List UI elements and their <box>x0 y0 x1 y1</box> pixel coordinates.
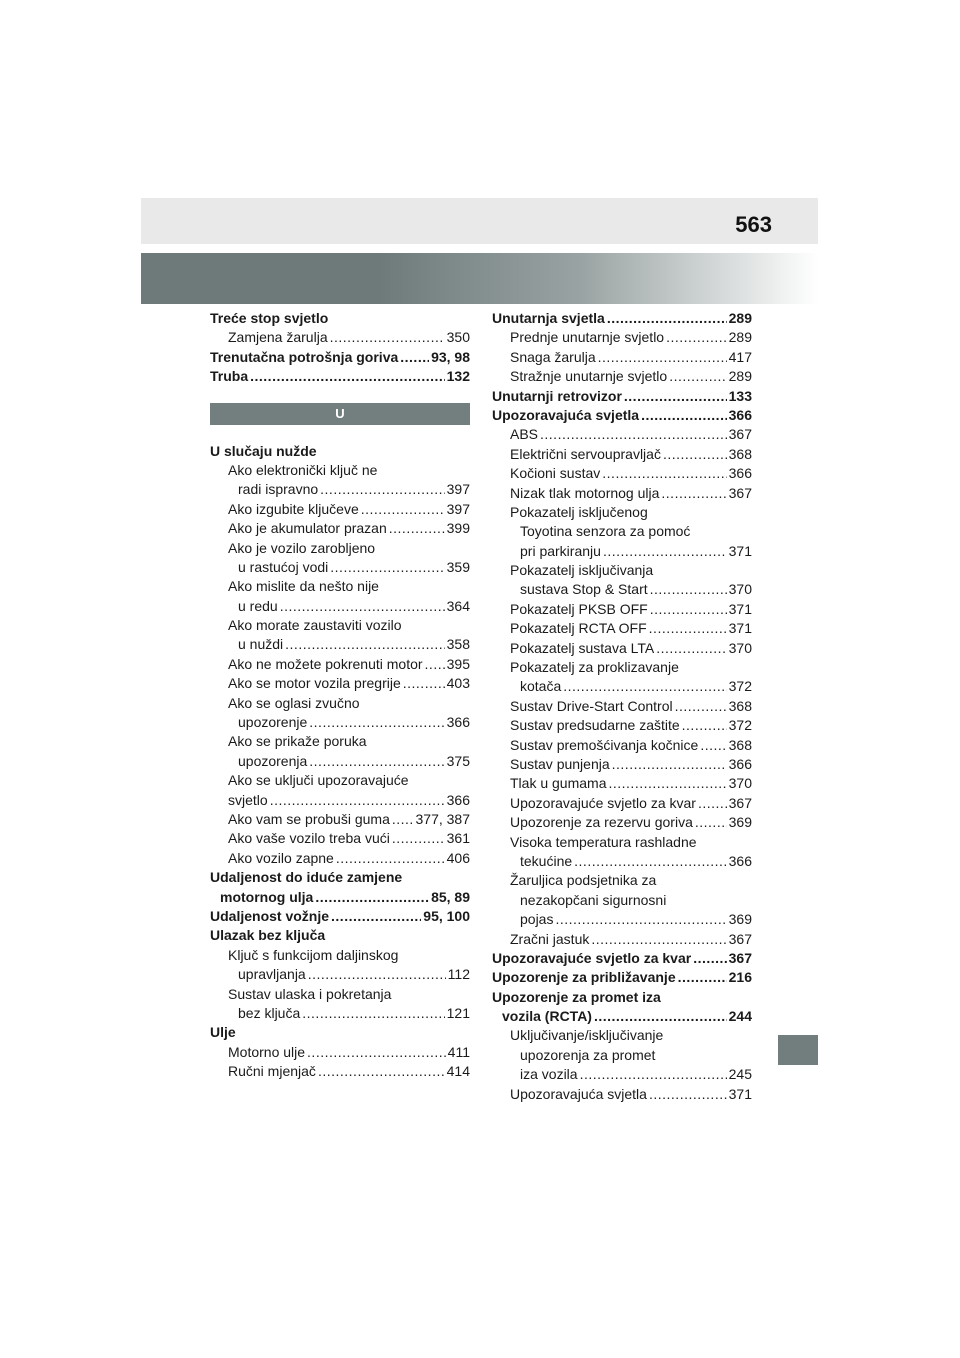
index-entry <box>492 445 752 464</box>
index-entry-term: Žaruljica podsjetnika za <box>510 872 657 889</box>
index-entry <box>492 484 752 503</box>
index-entry-term: Ulazak bez ključa <box>210 927 326 944</box>
index-entry <box>492 522 752 541</box>
index-entry <box>210 965 470 984</box>
index-leader-dots <box>392 810 414 829</box>
index-leader-dots <box>280 597 445 616</box>
index-entry-page: 366 <box>446 791 470 808</box>
index-entry-page: 358 <box>446 636 470 653</box>
index-letter-heading: U <box>210 403 470 425</box>
index-entry <box>492 367 752 386</box>
index-entry <box>492 1026 752 1045</box>
index-entry <box>492 833 752 852</box>
index-entry-term: motornog ulja <box>220 888 314 905</box>
index-entry <box>210 732 470 751</box>
index-entry-page: 366 <box>446 714 470 731</box>
index-entry-term: svjetlo <box>228 791 268 808</box>
index-entry-term: upozorenje <box>238 714 308 731</box>
page-number: 563 <box>735 212 772 237</box>
index-entry <box>210 810 470 829</box>
index-leader-dots <box>669 367 726 386</box>
index-entry <box>492 910 752 929</box>
index-entry-page: 368 <box>728 697 752 714</box>
index-leader-dots <box>540 425 727 444</box>
index-entry-term: Sustav Drive-Start Control <box>510 697 673 714</box>
index-entry-term: Ako je vozilo zarobljeno <box>228 539 376 556</box>
index-entry <box>210 868 470 887</box>
index-leader-dots <box>425 655 445 674</box>
index-entry-page: 414 <box>446 1063 470 1080</box>
index-entry <box>492 930 752 949</box>
index-entry-term: Ako je akumulator prazan <box>228 520 387 537</box>
index-leader-dots <box>666 328 727 347</box>
index-entry-term: Unutarnja svjetla <box>492 310 605 326</box>
index-entry-page: 95, 100 <box>423 907 470 924</box>
index-leader-dots <box>330 328 445 347</box>
index-entry-term: Upozoravajuća svjetla <box>492 406 640 423</box>
index-entry-page: 132 <box>446 368 470 385</box>
index-entry-term: Pokazatelj za proklizavanje <box>510 659 679 676</box>
index-entry <box>492 871 752 890</box>
index-entry <box>492 988 752 1007</box>
index-leader-dots <box>315 888 429 907</box>
index-entry-term: Pokazatelj PKSB OFF <box>510 600 648 617</box>
index-entry <box>492 697 752 716</box>
index-leader-dots <box>285 635 444 654</box>
index-entry <box>210 616 470 635</box>
index-entry <box>210 348 470 367</box>
index-leader-dots <box>318 1062 445 1081</box>
index-entry-term: Snaga žarulja <box>510 348 596 365</box>
index-leader-dots <box>574 852 726 871</box>
index-entry-page: 366 <box>728 406 752 423</box>
index-entry-term: Ako se prikaže poruka <box>228 733 367 750</box>
index-leader-dots <box>555 910 726 929</box>
index-entry <box>210 791 470 810</box>
index-entry <box>210 655 470 674</box>
index-entry-page: 244 <box>728 1008 752 1025</box>
index-entry-term: ABS <box>510 426 539 443</box>
index-leader-dots <box>602 464 726 483</box>
index-entry-page: 371 <box>728 620 752 637</box>
index-entry-page: 375 <box>446 752 470 769</box>
index-entry-term: Unutarnji retrovizor <box>492 387 622 404</box>
index-entry <box>492 658 752 677</box>
index-entry <box>210 635 470 654</box>
index-entry <box>492 813 752 832</box>
index-entry <box>492 1007 752 1026</box>
index-group-u-continued <box>492 309 752 1104</box>
index-entry <box>492 561 752 580</box>
index-entry <box>210 829 470 848</box>
index-entry-page: 397 <box>446 500 470 517</box>
index-entry-page: 245 <box>728 1066 752 1083</box>
index-entry-page: 367 <box>728 949 752 966</box>
index-entry <box>492 580 752 599</box>
index-entry <box>492 736 752 755</box>
index-entry <box>492 1085 752 1104</box>
index-entry <box>210 771 470 790</box>
index-entry <box>210 309 470 328</box>
index-entry <box>210 1023 470 1042</box>
index-entry-term: Nizak tlak motornog ulja <box>510 484 660 501</box>
index-leader-dots <box>612 755 727 774</box>
index-entry-term: Sustav predsudarne zaštite <box>510 717 680 734</box>
index-entry-page: 371 <box>728 542 752 559</box>
index-entry-page: 289 <box>728 329 752 346</box>
index-entry <box>210 539 470 558</box>
index-entry-term: Ključ s funkcijom daljinskog <box>228 946 399 963</box>
index-entry <box>492 968 752 987</box>
index-entry <box>492 406 752 425</box>
index-entry-term: Visoka temperatura rashladne <box>510 833 697 850</box>
index-leader-dots <box>650 600 727 619</box>
index-leader-dots <box>309 713 444 732</box>
index-entry-term: Truba <box>210 368 249 385</box>
index-entry <box>210 1004 470 1023</box>
index-entry-term: kotača <box>520 678 562 695</box>
index-entry-page: 399 <box>446 520 470 537</box>
index-column-left <box>210 309 470 1081</box>
index-entry-page: 369 <box>728 814 752 831</box>
index-entry-term: Ako vozilo zapne <box>228 849 334 866</box>
index-leader-dots <box>624 387 727 406</box>
index-entry <box>210 577 470 596</box>
index-entry-term: Sustav punjenja <box>510 755 610 772</box>
page-header <box>141 198 818 244</box>
index-column-right <box>492 309 752 1104</box>
index-entry-page: 417 <box>728 348 752 365</box>
index-entry-page: 368 <box>728 445 752 462</box>
index-entry <box>492 677 752 696</box>
index-entry <box>210 752 470 771</box>
index-entry-page: 377, 387 <box>415 810 470 827</box>
index-entry-term: upozorenja za promet <box>520 1046 656 1063</box>
index-entry-term: sustava Stop & Start <box>520 581 648 598</box>
index-entry <box>210 461 470 480</box>
index-entry-term: Ručni mjenjač <box>228 1063 316 1080</box>
index-entry <box>210 442 470 461</box>
index-entry-term: Sustav ulaska i pokretanja <box>228 985 392 1002</box>
index-entry-term: radi ispravno <box>238 481 319 498</box>
index-entry <box>210 849 470 868</box>
index-leader-dots <box>663 445 727 464</box>
index-entry-page: 367 <box>728 930 752 947</box>
index-entry-term: Upozoravajuće svjetlo za kvar <box>510 794 696 811</box>
index-entry-term: Tlak u gumama <box>510 775 607 792</box>
index-entry-page: 367 <box>728 484 752 501</box>
index-entry <box>492 503 752 522</box>
section-side-tab <box>778 1035 818 1065</box>
index-entry <box>210 694 470 713</box>
index-entry-page: 121 <box>446 1004 470 1021</box>
index-leader-dots <box>392 829 445 848</box>
index-entry-term: Prednje unutarnje svjetlo <box>510 329 665 346</box>
index-entry <box>210 907 470 926</box>
index-entry-term: Pokazatelj isključivanja <box>510 562 654 579</box>
index-entry-term: Ako vam se probuši guma <box>228 810 390 827</box>
index-entry-term: Udaljenost do iduće zamjene <box>210 869 403 886</box>
index-entry-term: Stražnje unutarnje svjetlo <box>510 368 668 385</box>
index-entry <box>210 674 470 693</box>
index-entry <box>492 1065 752 1084</box>
index-entry-page: 367 <box>728 794 752 811</box>
index-entry-term: Sustav premošćivanja kočnice <box>510 736 699 753</box>
index-leader-dots <box>250 367 445 386</box>
index-entry-term: Upozoravajuće svjetlo za kvar <box>492 949 692 966</box>
index-entry <box>492 639 752 658</box>
index-leader-dots <box>608 774 726 793</box>
index-entry-term: Ako se oglasi zvučno <box>228 694 360 711</box>
index-leader-dots <box>698 794 727 813</box>
index-entry-page: 216 <box>728 969 752 986</box>
index-leader-dots <box>331 907 421 926</box>
index-entry <box>210 1043 470 1062</box>
index-leader-dots <box>361 500 445 519</box>
index-leader-dots <box>302 1004 444 1023</box>
index-entry <box>210 328 470 347</box>
index-entry-term: Ako ne možete pokrenuti motor <box>228 655 423 672</box>
index-leader-dots <box>661 484 726 503</box>
index-entry-page: 289 <box>728 368 752 385</box>
index-entry-term: Kočioni sustav <box>510 465 601 482</box>
index-entry <box>210 946 470 965</box>
index-entry-term: Toyotina senzora za pomoć <box>520 523 691 540</box>
index-leader-dots <box>700 736 726 755</box>
index-entry-page: 370 <box>728 639 752 656</box>
index-leader-dots <box>330 558 444 577</box>
index-entry-term: Treće stop svjetlo <box>210 310 329 326</box>
index-entry <box>210 1062 470 1081</box>
index-entry-term: u rastućoj vodi <box>238 558 329 575</box>
index-entry <box>492 716 752 735</box>
index-leader-dots <box>400 348 429 367</box>
index-entry-page: 370 <box>728 581 752 598</box>
index-entry <box>492 755 752 774</box>
index-leader-dots <box>641 406 727 425</box>
index-entry-page: 371 <box>728 1085 752 1102</box>
index-entry <box>492 309 752 328</box>
index-leader-dots <box>563 677 726 696</box>
index-leader-dots <box>591 930 726 949</box>
header-gradient-band <box>141 253 818 304</box>
index-entry-page: 411 <box>447 1043 470 1060</box>
index-entry <box>492 794 752 813</box>
index-entry-term: Zračni jastuk <box>510 930 590 947</box>
index-leader-dots <box>607 309 727 328</box>
index-leader-dots <box>580 1065 727 1084</box>
index-entry-term: pojas <box>520 911 554 928</box>
index-leader-dots <box>309 752 444 771</box>
index-entry-term: Upozorenje za promet iza <box>492 988 661 1005</box>
index-entry <box>492 425 752 444</box>
index-entry-page: 366 <box>728 852 752 869</box>
index-entry-page: 359 <box>446 558 470 575</box>
index-leader-dots <box>650 580 727 599</box>
index-entry-page: 370 <box>728 775 752 792</box>
index-leader-dots <box>695 813 727 832</box>
index-entry-page: 397 <box>446 481 470 498</box>
index-entry-term: Ako izgubite ključeve <box>228 500 359 517</box>
index-entry <box>492 542 752 561</box>
index-entry <box>210 519 470 538</box>
index-entry-term: Električni servoupravljač <box>510 445 661 462</box>
index-entry-page: 133 <box>728 387 752 404</box>
index-entry <box>492 348 752 367</box>
index-entry <box>210 480 470 499</box>
index-entry <box>492 387 752 406</box>
index-entry-term: bez ključa <box>238 1004 301 1021</box>
index-leader-dots <box>307 1043 446 1062</box>
index-entry-page: 403 <box>446 675 470 692</box>
index-entry-page: 372 <box>728 717 752 734</box>
index-entry-term: Ako se uključi upozoravajuće <box>228 772 409 789</box>
index-entry <box>210 713 470 732</box>
index-leader-dots <box>594 1007 727 1026</box>
index-entry-term: nezakopčani sigurnosni <box>520 891 667 908</box>
index-entry <box>210 500 470 519</box>
index-leader-dots <box>675 697 727 716</box>
index-leader-dots <box>603 542 727 561</box>
index-entry-page: 368 <box>728 736 752 753</box>
index-entry-page: 289 <box>728 310 752 326</box>
index-entry <box>492 1046 752 1065</box>
index-leader-dots <box>656 639 726 658</box>
index-entry-term: Udaljenost vožnje <box>210 907 330 924</box>
index-leader-dots <box>678 968 727 987</box>
index-entry-term: vozila (RCTA) <box>502 1008 592 1025</box>
index-leader-dots <box>693 949 726 968</box>
index-entry-term: iza vozila <box>520 1066 578 1083</box>
index-leader-dots <box>649 1085 727 1104</box>
index-leader-dots <box>389 519 445 538</box>
index-entry <box>210 888 470 907</box>
index-entry-term: Ako elektronički ključ ne <box>228 461 378 478</box>
index-entry-page: 406 <box>446 849 470 866</box>
index-entry-term: Upozorenje za približavanje <box>492 969 676 986</box>
index-entry <box>492 600 752 619</box>
index-leader-dots <box>649 619 727 638</box>
index-entry-page: 366 <box>728 755 752 772</box>
index-entry <box>210 367 470 386</box>
index-entry <box>210 926 470 945</box>
index-leader-dots <box>598 348 727 367</box>
index-entry <box>492 852 752 871</box>
index-entry-term: Pokazatelj sustava LTA <box>510 639 655 656</box>
index-leader-dots <box>682 716 727 735</box>
index-entry-page: 364 <box>446 597 470 614</box>
index-entry-term: pri parkiranju <box>520 542 601 559</box>
index-entry-term: tekućine <box>520 852 573 869</box>
index-entry-page: 112 <box>447 966 470 983</box>
index-entry-page: 350 <box>446 329 470 346</box>
index-entry-term: Uključivanje/isključivanje <box>510 1027 664 1044</box>
index-leader-dots <box>336 849 445 868</box>
index-entry-term: upravljanja <box>238 966 306 983</box>
index-leader-dots <box>270 791 445 810</box>
index-entry-term: Ako morate zaustaviti vozilo <box>228 617 402 634</box>
index-entry-term: Ako mislite da nešto nije <box>228 578 379 595</box>
index-entry-term: Ulje <box>210 1024 236 1041</box>
index-entry-term: Ako vaše vozilo treba vući <box>228 830 390 847</box>
index-entry-term: Motorno ulje <box>228 1043 306 1060</box>
index-entry-page: 366 <box>728 465 752 482</box>
index-entry-term: upozorenja <box>238 752 308 769</box>
index-entry-term: Upozorenje za rezervu goriva <box>510 814 693 831</box>
index-entry-term: Ako se motor vozila pregrije <box>228 675 401 692</box>
index-entry <box>492 328 752 347</box>
index-entry-page: 85, 89 <box>431 888 470 905</box>
index-entry <box>492 619 752 638</box>
index-entry <box>492 774 752 793</box>
index-entry-term: u redu <box>238 597 278 614</box>
index-entry <box>492 464 752 483</box>
index-entry-term: U slučaju nužde <box>210 442 317 459</box>
index-group-t <box>210 309 470 387</box>
index-entry <box>210 597 470 616</box>
index-group-u <box>210 442 470 1082</box>
index-entry-term: Upozoravajuća svjetla <box>510 1085 647 1102</box>
index-entry-page: 395 <box>446 655 470 672</box>
index-entry <box>492 891 752 910</box>
index-leader-dots <box>308 965 446 984</box>
index-entry <box>210 985 470 1004</box>
index-entry-page: 372 <box>728 678 752 695</box>
index-entry-page: 93, 98 <box>431 348 470 365</box>
index-leader-dots <box>403 674 445 693</box>
index-entry-page: 369 <box>728 911 752 928</box>
index-entry-term: Pokazatelj isključenog <box>510 503 648 520</box>
index-entry-term: u nuždi <box>238 636 284 653</box>
index-entry-term: Trenutačna potrošnja goriva <box>210 348 399 365</box>
index-entry <box>492 949 752 968</box>
index-entry <box>210 558 470 577</box>
index-entry-term: Pokazatelj RCTA OFF <box>510 620 647 637</box>
index-entry-page: 371 <box>728 600 752 617</box>
index-leader-dots <box>320 480 444 499</box>
index-entry-term: Zamjena žarulja <box>228 329 328 346</box>
index-entry-page: 367 <box>728 426 752 443</box>
index-entry-page: 361 <box>446 830 470 847</box>
